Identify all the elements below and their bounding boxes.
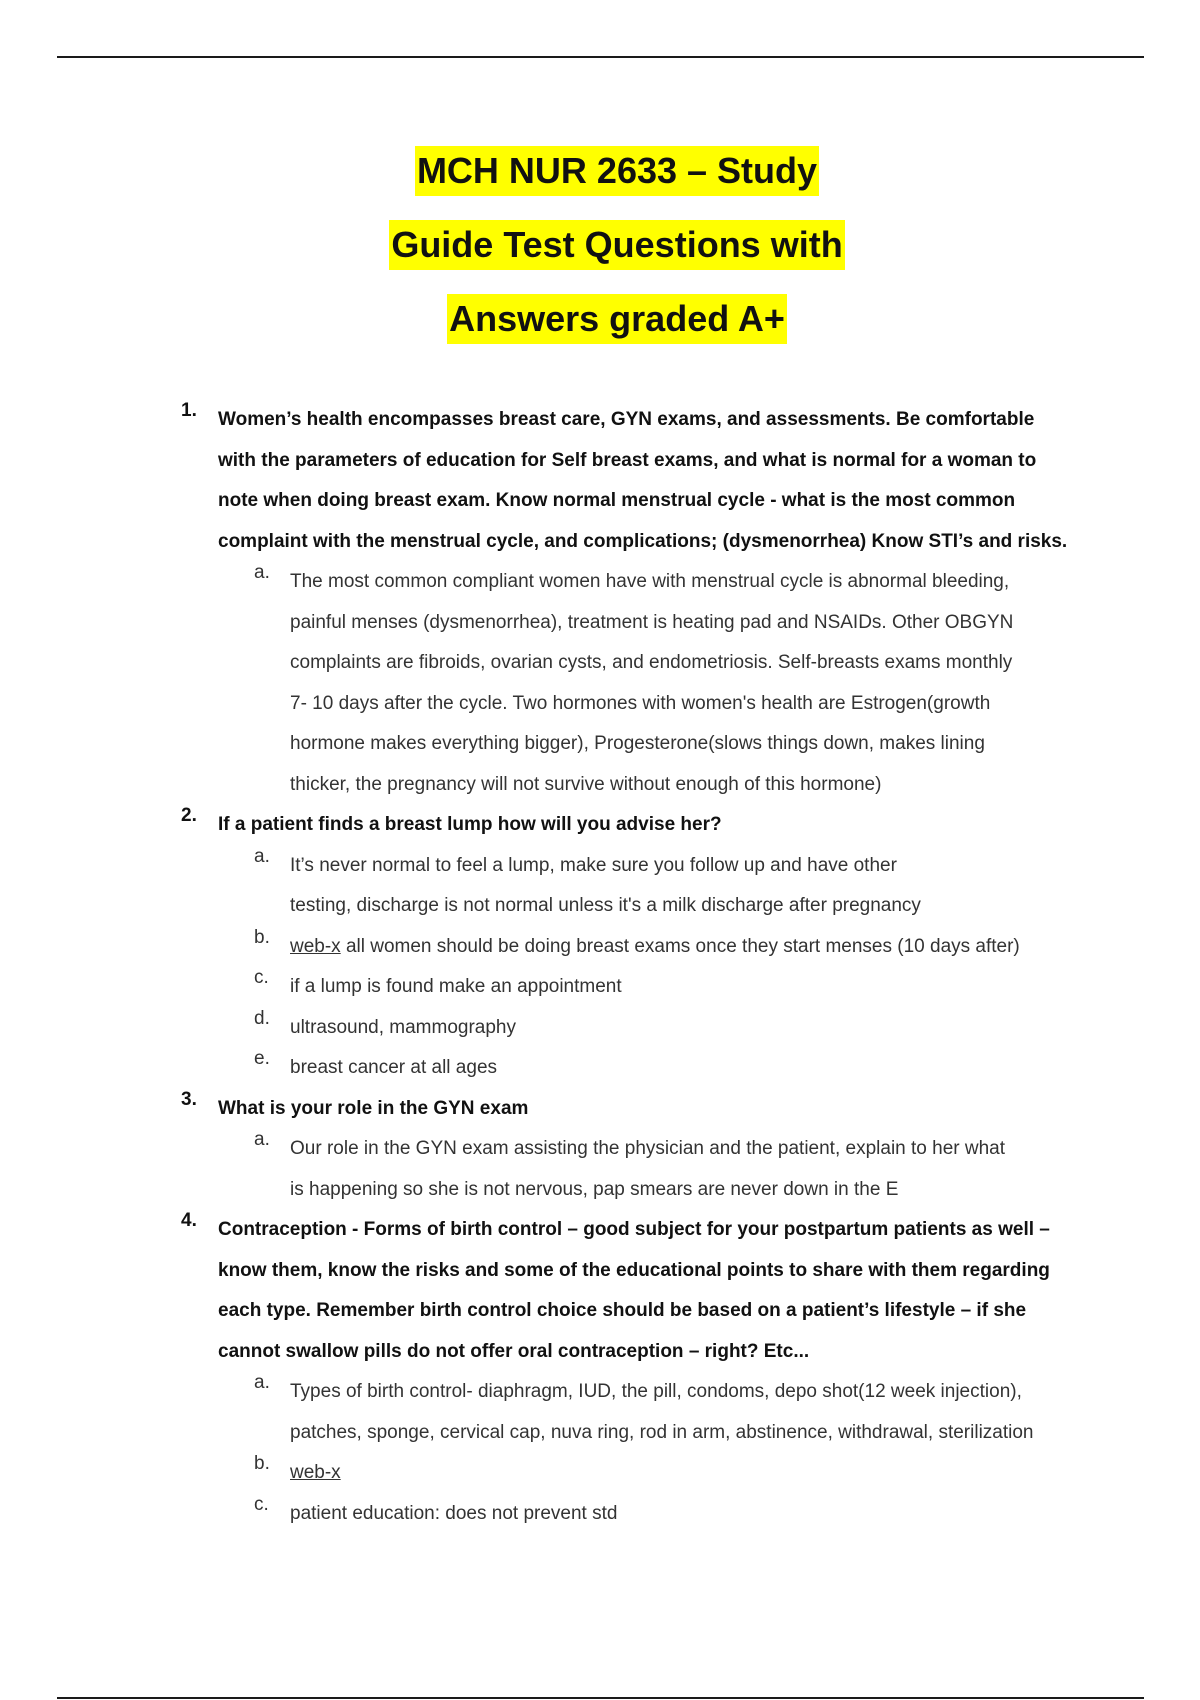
title-line-3: Answers graded A+ — [447, 294, 787, 344]
answer-letter: a. — [254, 1372, 270, 1393]
question-text-line: know them, know the risks and some of the educational points to share with them regarding — [218, 1259, 1050, 1281]
answer-3a — [0, 1129, 1200, 1210]
answer-letter: a. — [254, 845, 270, 867]
question-3 — [0, 1089, 1200, 1130]
question-text-line: each type. Remember birth control choice should be based on a patient’s lifestyle – if she — [218, 1300, 1027, 1321]
question-text-line: note when doing breast exam. Know normal menstrual cycle - what is the most common — [218, 490, 1016, 511]
answer-letter: a. — [254, 1129, 270, 1150]
title-line-2: Guide Test Questions with — [389, 220, 844, 270]
answer-text-line: patient education: does not prevent std — [290, 1502, 618, 1524]
answer-text-line — [290, 1453, 1100, 1494]
question-4 — [0, 1210, 1200, 1372]
question-number: 3. — [181, 1088, 197, 1110]
answer-letter: e. — [254, 1048, 270, 1069]
answer-text-line: 7- 10 days after the cycle. Two hormones with women's health are Estrogen(growth — [290, 692, 991, 714]
answer-letter: b. — [254, 926, 270, 948]
answer-letter: b. — [254, 1453, 270, 1474]
answer-text-line — [290, 927, 1100, 968]
answer-text-line: hormone makes everything bigger), Progesterone(slows things down, makes lining — [290, 733, 985, 754]
answer-2e — [0, 1048, 1200, 1089]
question-number: 4. — [181, 1210, 197, 1231]
answer-text: all women should be doing breast exams once they start menses (10 days after) — [340, 935, 1020, 957]
question-text-line: complaint with the menstrual cycle, and complications; (dysmenorrhea) Know STI’s and risks. — [218, 530, 1068, 552]
document-title — [0, 146, 1200, 368]
question-text-line: with the parameters of education for Self breast exams, and what is normal for a woman to — [218, 449, 1037, 471]
web-x-link[interactable]: web-x — [290, 1462, 341, 1483]
answer-1a — [0, 562, 1200, 805]
answer-text-line: if a lump is found make an appointment — [290, 976, 622, 997]
answer-2b — [0, 927, 1200, 968]
answer-text-line: Types of birth control- diaphragm, IUD, the pill, condoms, depo shot(12 week injection), — [290, 1381, 1022, 1402]
question-number: 2. — [181, 805, 197, 826]
answer-text-line: painful menses (dysmenorrhea), treatment is heating pad and NSAIDs. Other OBGYN — [290, 611, 1014, 633]
answer-2c — [0, 967, 1200, 1008]
question-text-line: What is your role in the GYN exam — [218, 1097, 529, 1119]
question-text-line: Women’s health encompasses breast care, GYN exams, and assessments. Be comfortable — [218, 409, 1035, 430]
answer-text-line: is happening so she is not nervous, pap smears are never down in the E — [290, 1178, 899, 1200]
question-text-line: If a patient finds a breast lump how will you advise her? — [218, 814, 722, 835]
answer-text-line: ultrasound, mammography — [290, 1016, 516, 1038]
question-1 — [0, 400, 1200, 562]
footer-rule — [57, 1697, 1144, 1699]
title-line-1: MCH NUR 2633 – Study — [415, 146, 819, 196]
header-rule — [57, 56, 1144, 58]
answer-text-line: The most common compliant women have with menstrual cycle is abnormal bleeding, — [290, 571, 1010, 592]
web-x-link[interactable]: web-x — [290, 935, 341, 957]
question-list — [0, 400, 1200, 1534]
answer-text-line: breast cancer at all ages — [290, 1057, 498, 1078]
answer-letter: c. — [254, 967, 269, 988]
answer-text-line: thicker, the pregnancy will not survive without enough of this hormone) — [290, 773, 882, 795]
question-text-line: Contraception - Forms of birth control – good subject for your postpartum patients as well – — [218, 1219, 1050, 1240]
answer-4b — [0, 1453, 1200, 1494]
answer-letter: d. — [254, 1007, 270, 1029]
answer-text-line: patches, sponge, cervical cap, nuva ring, rod in arm, abstinence, withdrawal, sterilization — [290, 1421, 1034, 1443]
answer-text-line: Our role in the GYN exam assisting the physician and the patient, explain to her what — [290, 1138, 1006, 1159]
answer-letter: c. — [254, 1493, 269, 1515]
answer-letter: a. — [254, 562, 270, 583]
answer-2a — [0, 846, 1200, 927]
answer-text-line: It’s never normal to feel a lump, make sure you follow up and have other — [290, 854, 897, 876]
answer-4c — [0, 1494, 1200, 1535]
question-number: 1. — [181, 400, 197, 421]
answer-2d — [0, 1008, 1200, 1049]
question-text-line: cannot swallow pills do not offer oral contraception – right? Etc... — [218, 1340, 810, 1362]
answer-text-line: complaints are fibroids, ovarian cysts, and endometriosis. Self-breasts exams monthly — [290, 652, 1013, 673]
answer-text-line: testing, discharge is not normal unless it's a milk discharge after pregnancy — [290, 895, 921, 916]
answer-4a — [0, 1372, 1200, 1453]
question-2 — [0, 805, 1200, 846]
